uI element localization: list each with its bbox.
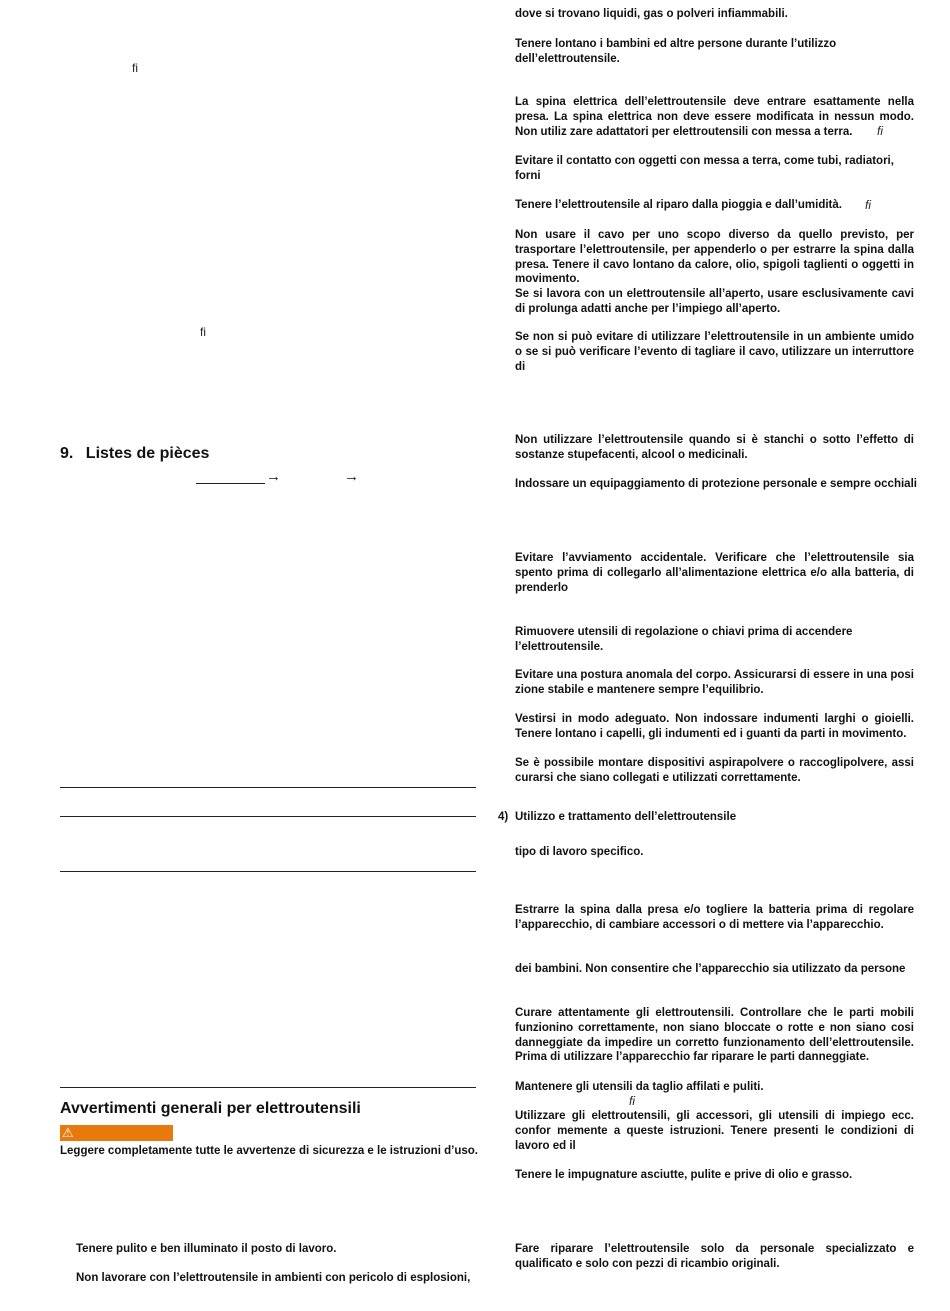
- paragraph: tipo di lavoro specifico.: [515, 846, 644, 858]
- subsection-number: 4): [498, 811, 509, 823]
- paragraph: dei bambini. Non consentire che l’apparecchio sia utilizzato da persone: [515, 963, 906, 975]
- paragraph: Tenere l’elettroutensile al riparo dalla pioggia e dall’umidità.: [515, 199, 842, 211]
- paragraph: Vestirsi in modo adeguato. Non indossare indumenti larghi o gioielli. Tenere lontano i capelli, gli indumenti ed i guanti da parti in movimento.: [515, 713, 914, 740]
- paragraph: Non usare il cavo per uno scopo diverso da quello previsto, per trasportare l’elettroutensile, per appenderlo o per estrarre la spina dalla presa. Tenere il cavo lontano da calore, olio, spigoli taglienti o oggetti in movimento.: [515, 229, 914, 286]
- intro-paragraph: Leggere completamente tutte le avvertenze di sicurezza e le istruzioni d’uso.: [60, 1145, 478, 1157]
- paragraph: Non utilizzare l’elettroutensile quando si è stanchi o sotto l’effetto di sostanze stupefacenti, alcool o medicinali.: [515, 434, 914, 461]
- section-title: Listes de pièces: [85, 445, 210, 462]
- right-arrow-icon: →: [266, 468, 281, 485]
- paragraph: Tenere lontano i bambini ed altre persone durante l’utilizzo dell’elettroutensile.: [515, 38, 837, 65]
- section-9-heading: [60, 445, 209, 463]
- paragraph: Rimuovere utensili di regolazione o chiavi prima di accendere l’elettroutensile.: [515, 626, 853, 653]
- ligature-fragment: ﬁ: [200, 325, 206, 339]
- ligature-fragment: ﬁ: [132, 61, 138, 75]
- paragraph: Evitare l’avviamento accidentale. Verificare che l’elettroutensile sia spento prima di collegarlo all’alimentazione elettrica e/o alla batteria, di prenderlo: [515, 552, 914, 594]
- table-rule: [60, 871, 476, 872]
- paragraph: Mantenere gli utensili da taglio affilati e puliti.: [515, 1081, 764, 1093]
- paragraph: Tenere pulito e ben illuminato il posto di lavoro.: [76, 1243, 337, 1255]
- underline-rule: [196, 483, 265, 484]
- paragraph: Tenere le impugnature asciutte, pulite e prive di olio e grasso.: [515, 1169, 853, 1181]
- paragraph: Estrarre la spina dalla presa e/o togliere la batteria prima di regolare l’apparecchio, di cambiare accessori o di mettere via l’apparecchio.: [515, 904, 914, 931]
- table-rule: [60, 816, 476, 817]
- paragraph: Evitare il contatto con oggetti con messa a terra, come tubi, radiatori, forni: [515, 155, 894, 182]
- ligature-fragment: ﬁ: [629, 1094, 635, 1108]
- ligature-fragment: ﬁ: [877, 124, 883, 138]
- safety-heading: Avvertimenti generali per elettroutensili: [60, 1100, 361, 1117]
- warning-banner: [60, 1125, 173, 1141]
- paragraph: Indossare un equipaggiamento di protezione personale e sempre occhiali: [515, 478, 917, 490]
- warning-triangle-icon: ⚠: [62, 1125, 74, 1140]
- paragraph: Curare attentamente gli elettroutensili. Controllare che le parti mobili funzionino correttamente, non siano bloccate o rotte e non siano cosi danneggiate da impedire un corretto funzionamento dell’elettroutensile. Prima di utilizzare l’apparecchio far riparare le parti danneggiate.: [515, 1007, 914, 1064]
- section-divider: [60, 1087, 476, 1088]
- paragraph: Non lavorare con l’elettroutensile in ambienti con pericolo di esplosioni,: [76, 1272, 471, 1284]
- table-rule: [60, 787, 476, 788]
- subsection-title: Utilizzo e trattamento dell’elettroutensile: [515, 811, 737, 823]
- paragraph: Evitare una postura anomala del corpo. Assicurarsi di essere in una posi zione stabile e mantenere sempre l’equilibrio.: [515, 669, 914, 696]
- subsection-4-heading: [498, 810, 918, 825]
- paragraph: Fare riparare l’elettroutensile solo da personale specializzato e qualificato e solo con pezzi di ricambio originali.: [515, 1243, 914, 1270]
- paragraph: Se è possibile montare dispositivi aspirapolvere o raccoglipolvere, assi curarsi che siano collegati e utilizzati correttamente.: [515, 757, 914, 784]
- ligature-fragment: ﬁ: [865, 198, 871, 212]
- paragraph: Se si lavora con un elettroutensile all’aperto, usare esclusivamente cavi di prolunga adatti anche per l’impiego all’aperto.: [515, 288, 914, 315]
- right-arrow-icon: →: [344, 468, 359, 485]
- paragraph: dove si trovano liquidi, gas o polveri infiammabili.: [515, 8, 788, 20]
- paragraph: Utilizzare gli elettroutensili, gli accessori, gli utensili di impiego ecc. confor memente a queste istruzioni. Tenere presenti le condizioni di lavoro ed il: [515, 1110, 914, 1152]
- paragraph: Se non si può evitare di utilizzare l’elettroutensile in un ambiente umido o se si può verificare l’evento di tagliare il cavo, utilizzare un interruttore di: [515, 331, 914, 373]
- paragraph: La spina elettrica dell’elettroutensile deve entrare esattamente nella presa. La spina elettrica non deve essere modificata in nessun modo. Non utiliz zare adattatori per elettroutensili con messa a terra.: [515, 96, 914, 138]
- section-number: 9.: [60, 445, 74, 462]
